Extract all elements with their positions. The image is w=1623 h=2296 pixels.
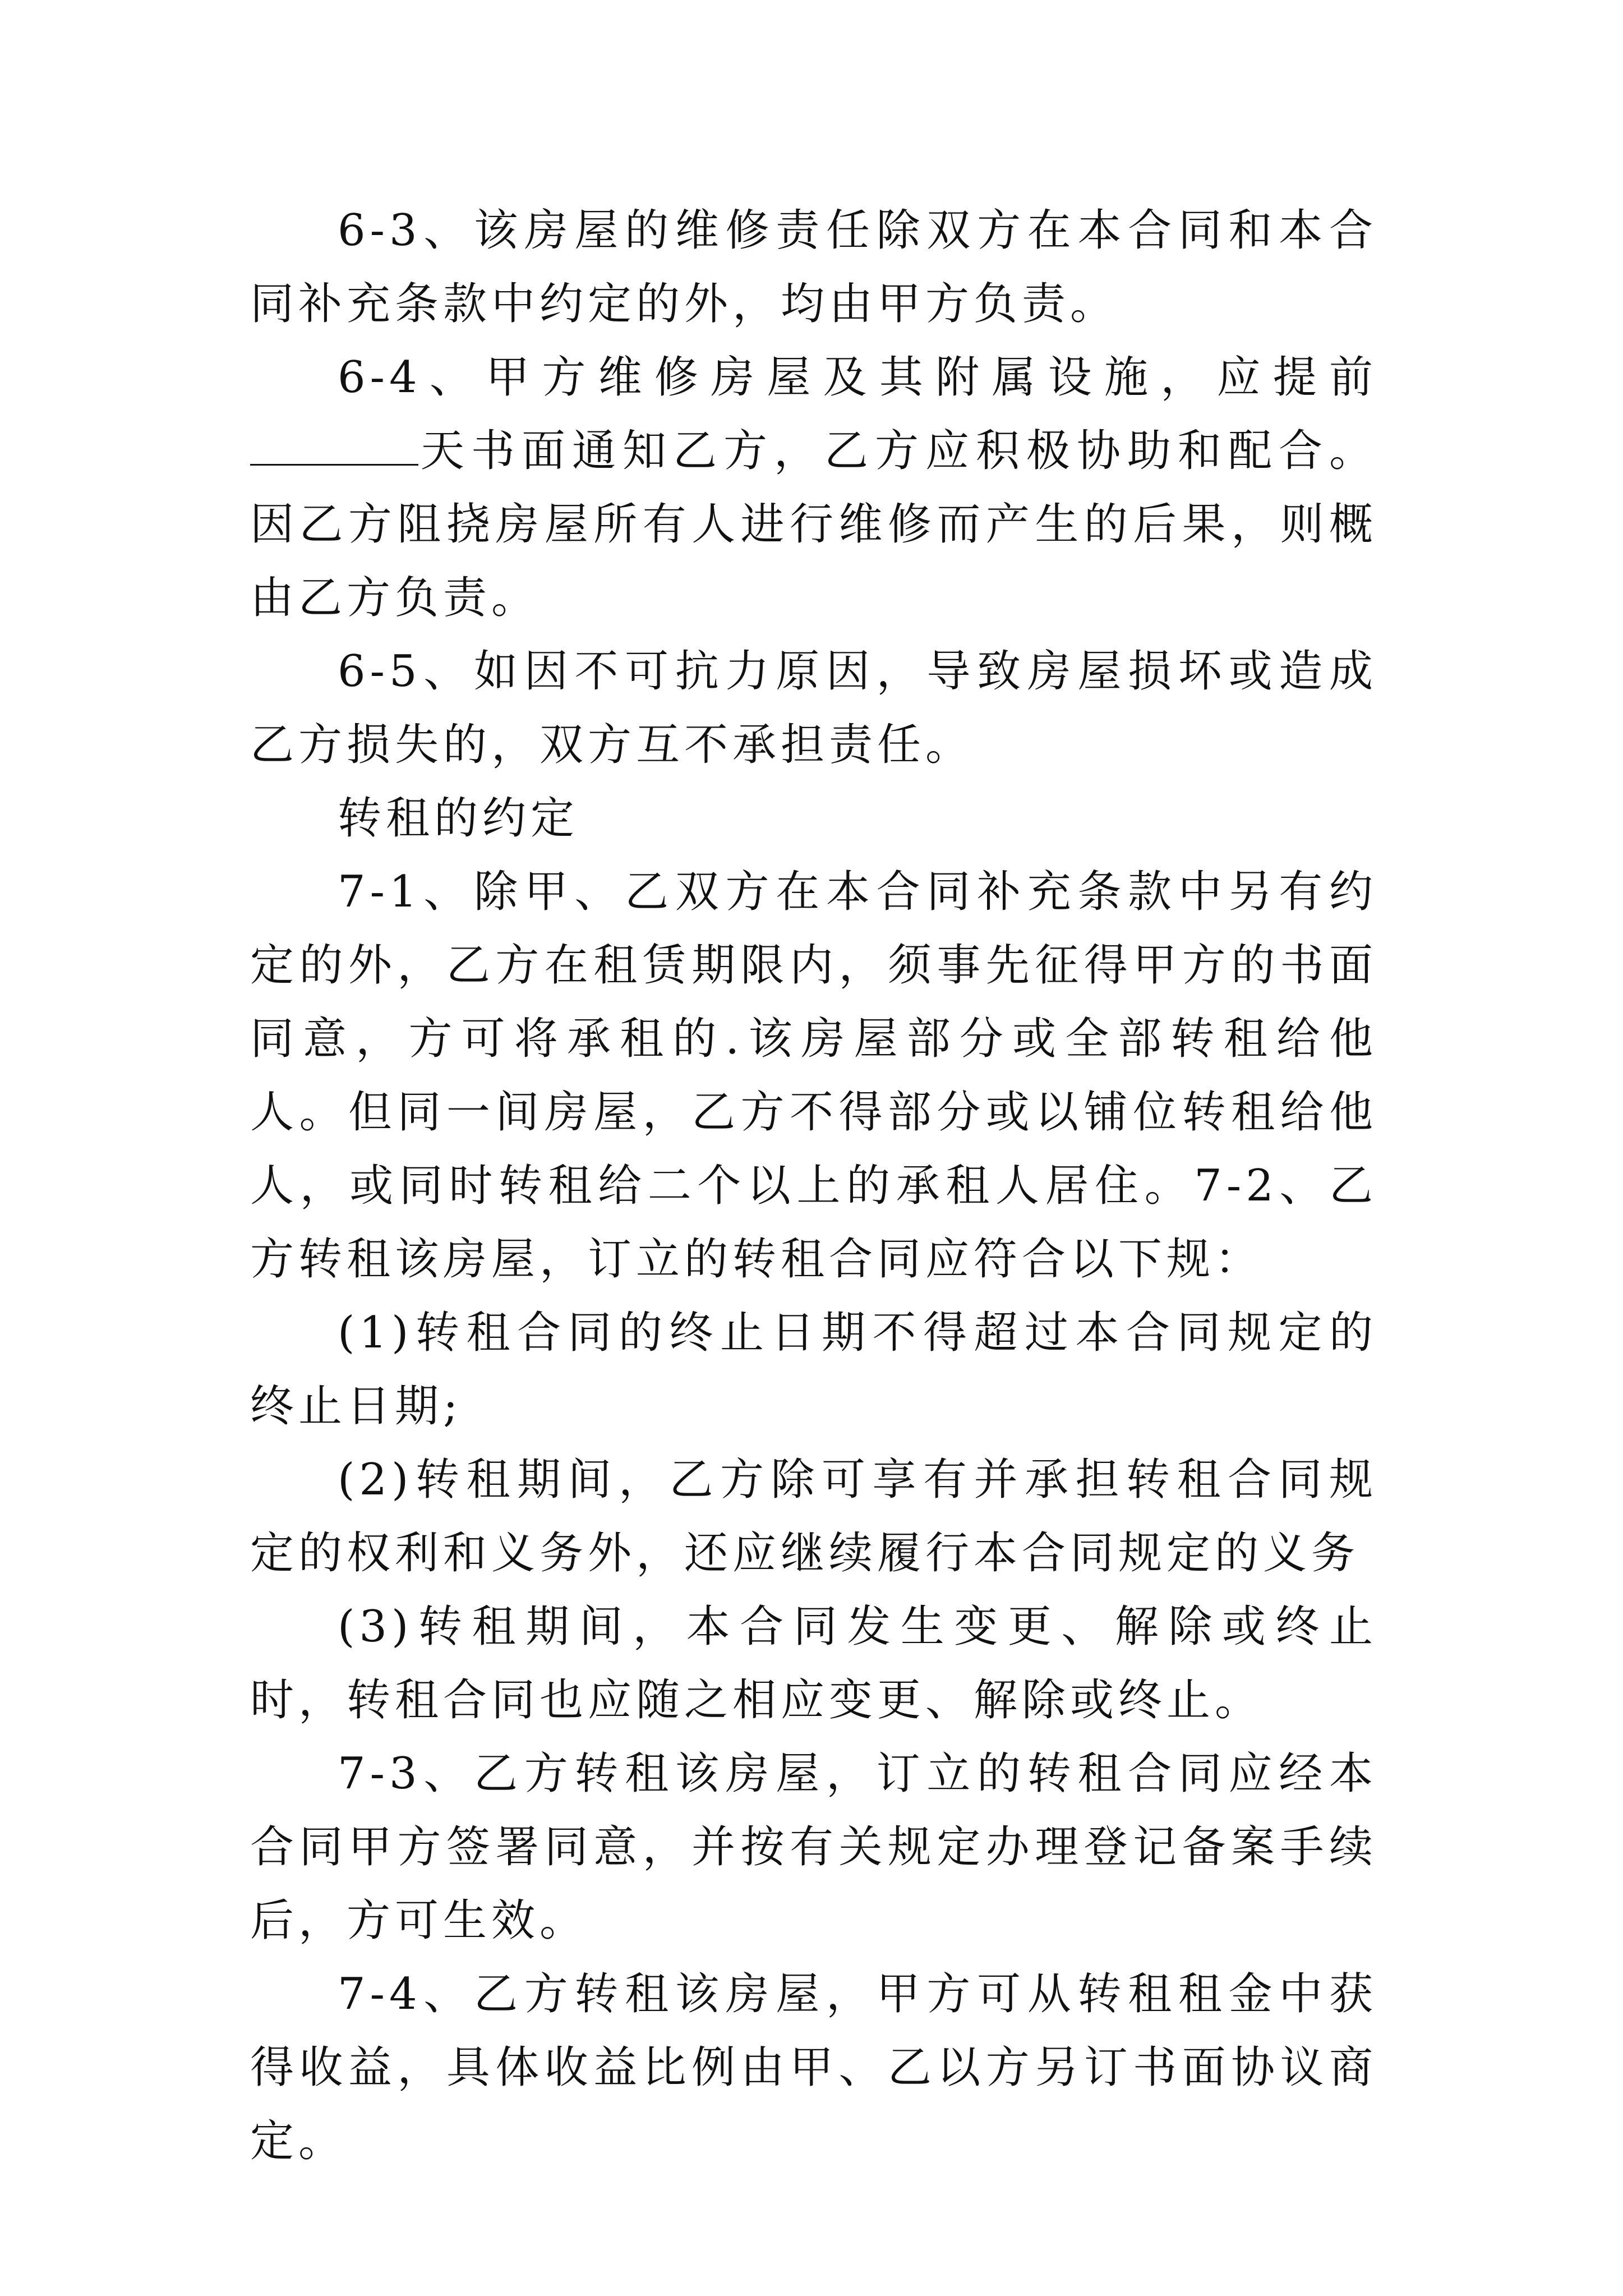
clause-6-5: 6-5、如因不可抗力原因，导致房屋损坏或造成乙方损失的，双方互不承担责任。 — [250, 646, 1377, 770]
clause-7-3: 7-3、乙方转租该房屋，订立的转租合同应经本合同甲方签署同意，并按有关规定办理登记备案手续后，方可生效。 — [250, 1749, 1377, 1946]
days-blank-field — [250, 425, 418, 466]
clause-6-4 — [250, 341, 1377, 635]
clause-7-4: 7-4、乙方转租该房屋，甲方可从转租租金中获得收益，具体收益比例由甲、乙以方另订书面协议商定。 — [250, 1969, 1377, 2166]
section-heading-sublease: 转租的约定 — [338, 793, 579, 844]
document-body — [250, 194, 1377, 2178]
clause-6-4-end: 天书面通知乙方，乙方应积极协助和配合。因乙方阻挠房屋所有人进行维修而产生的后果，则概由乙方负责。 — [250, 426, 1377, 623]
clause-7-1: 7-1、除甲、乙双方在本合同补充条款中另有约定的外，乙方在租赁期限内，须事先征得甲方的书面同意，方可将承租的.该房屋部分或全部转租给他人。但同一间房屋，乙方不得部分或以铺位转租给他人，或同时转租给二个以上的承租人居住。7-2、乙方转租该房屋，订立的转租合同应符合以下规： — [250, 867, 1377, 1285]
clause-item-2: (2)转租期间，乙方除可享有并承担转租合同规定的权利和义务外，还应继续履行本合同规定的义务 — [250, 1455, 1377, 1579]
clause-item-1: (1)转租合同的终止日期不得超过本合同规定的终止日期; — [250, 1308, 1377, 1432]
clause-6-3: 6-3、该房屋的维修责任除双方在本合同和本合同补充条款中约定的外，均由甲方负责。 — [250, 205, 1377, 329]
clause-6-4-start: 6-4、甲方维修房屋及其附属设施，应提前 — [338, 352, 1377, 403]
clause-item-3: (3)转租期间，本合同发生变更、解除或终止时，转租合同也应随之相应变更、解除或终止。 — [250, 1602, 1377, 1726]
